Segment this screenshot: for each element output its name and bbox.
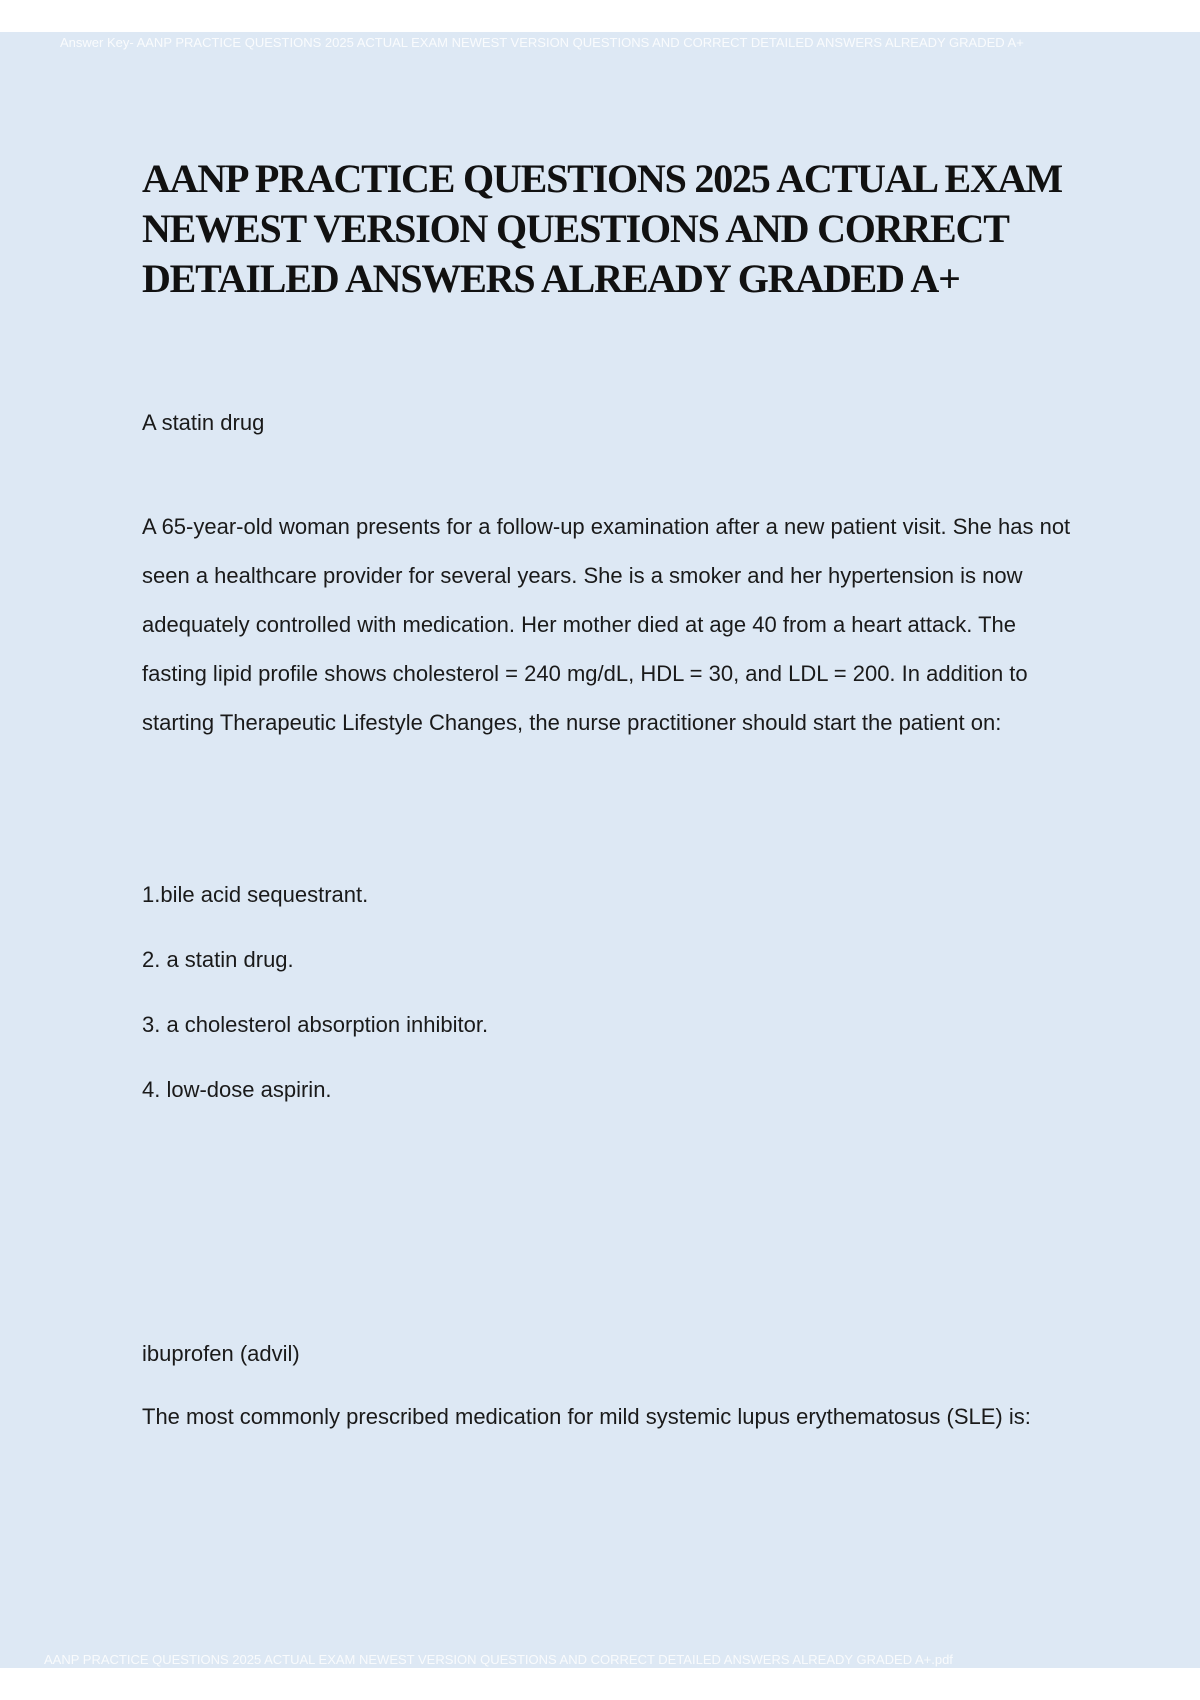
footer-watermark: AANP PRACTICE QUESTIONS 2025 ACTUAL EXAM NEWEST VERSION QUESTIONS AND CORRECT DETAILED ANSWERS ALREADY GRADED A+.pdf [44,1652,953,1667]
option-item: 1.bile acid sequestrant. [142,882,369,907]
answer-text: A statin drug [142,410,265,435]
option-item: 4. low-dose aspirin. [142,1077,332,1102]
document-page [0,32,1200,1668]
option-item: 3. a cholesterol absorption inhibitor. [142,1012,489,1037]
question-text: The most commonly prescribed medication for mild systemic lupus erythematosus (SLE) is: [142,1404,1031,1429]
document-title: AANP PRACTICE QUESTIONS 2025 ACTUAL EXAM NEWEST VERSION QUESTIONS AND CORRECT DETAILED ANSWERS ALREADY GRADED A+ [142,156,1062,301]
answer-text: ibuprofen (advil) [142,1341,300,1366]
question-text: A 65-year-old woman presents for a follow-up examination after a new patient visit. She has not seen a healthcare provider for several years. She is a smoker and her hypertension is now adequately controlled with medication. Her mother died at age 40 from a heart attack. The fasting lipid profile shows cholesterol = 240 mg/dL, HDL = 30, and LDL = 200. In addition to starting Therapeutic Lifestyle Changes, the nurse practitioner should start the patient on: [142,514,1071,735]
header-watermark: Answer Key- AANP PRACTICE QUESTIONS 2025 ACTUAL EXAM NEWEST VERSION QUESTIONS AND CORRECT DETAILED ANSWERS ALREADY GRADED A+ [60,35,1024,50]
option-item: 2. a statin drug. [142,947,294,972]
